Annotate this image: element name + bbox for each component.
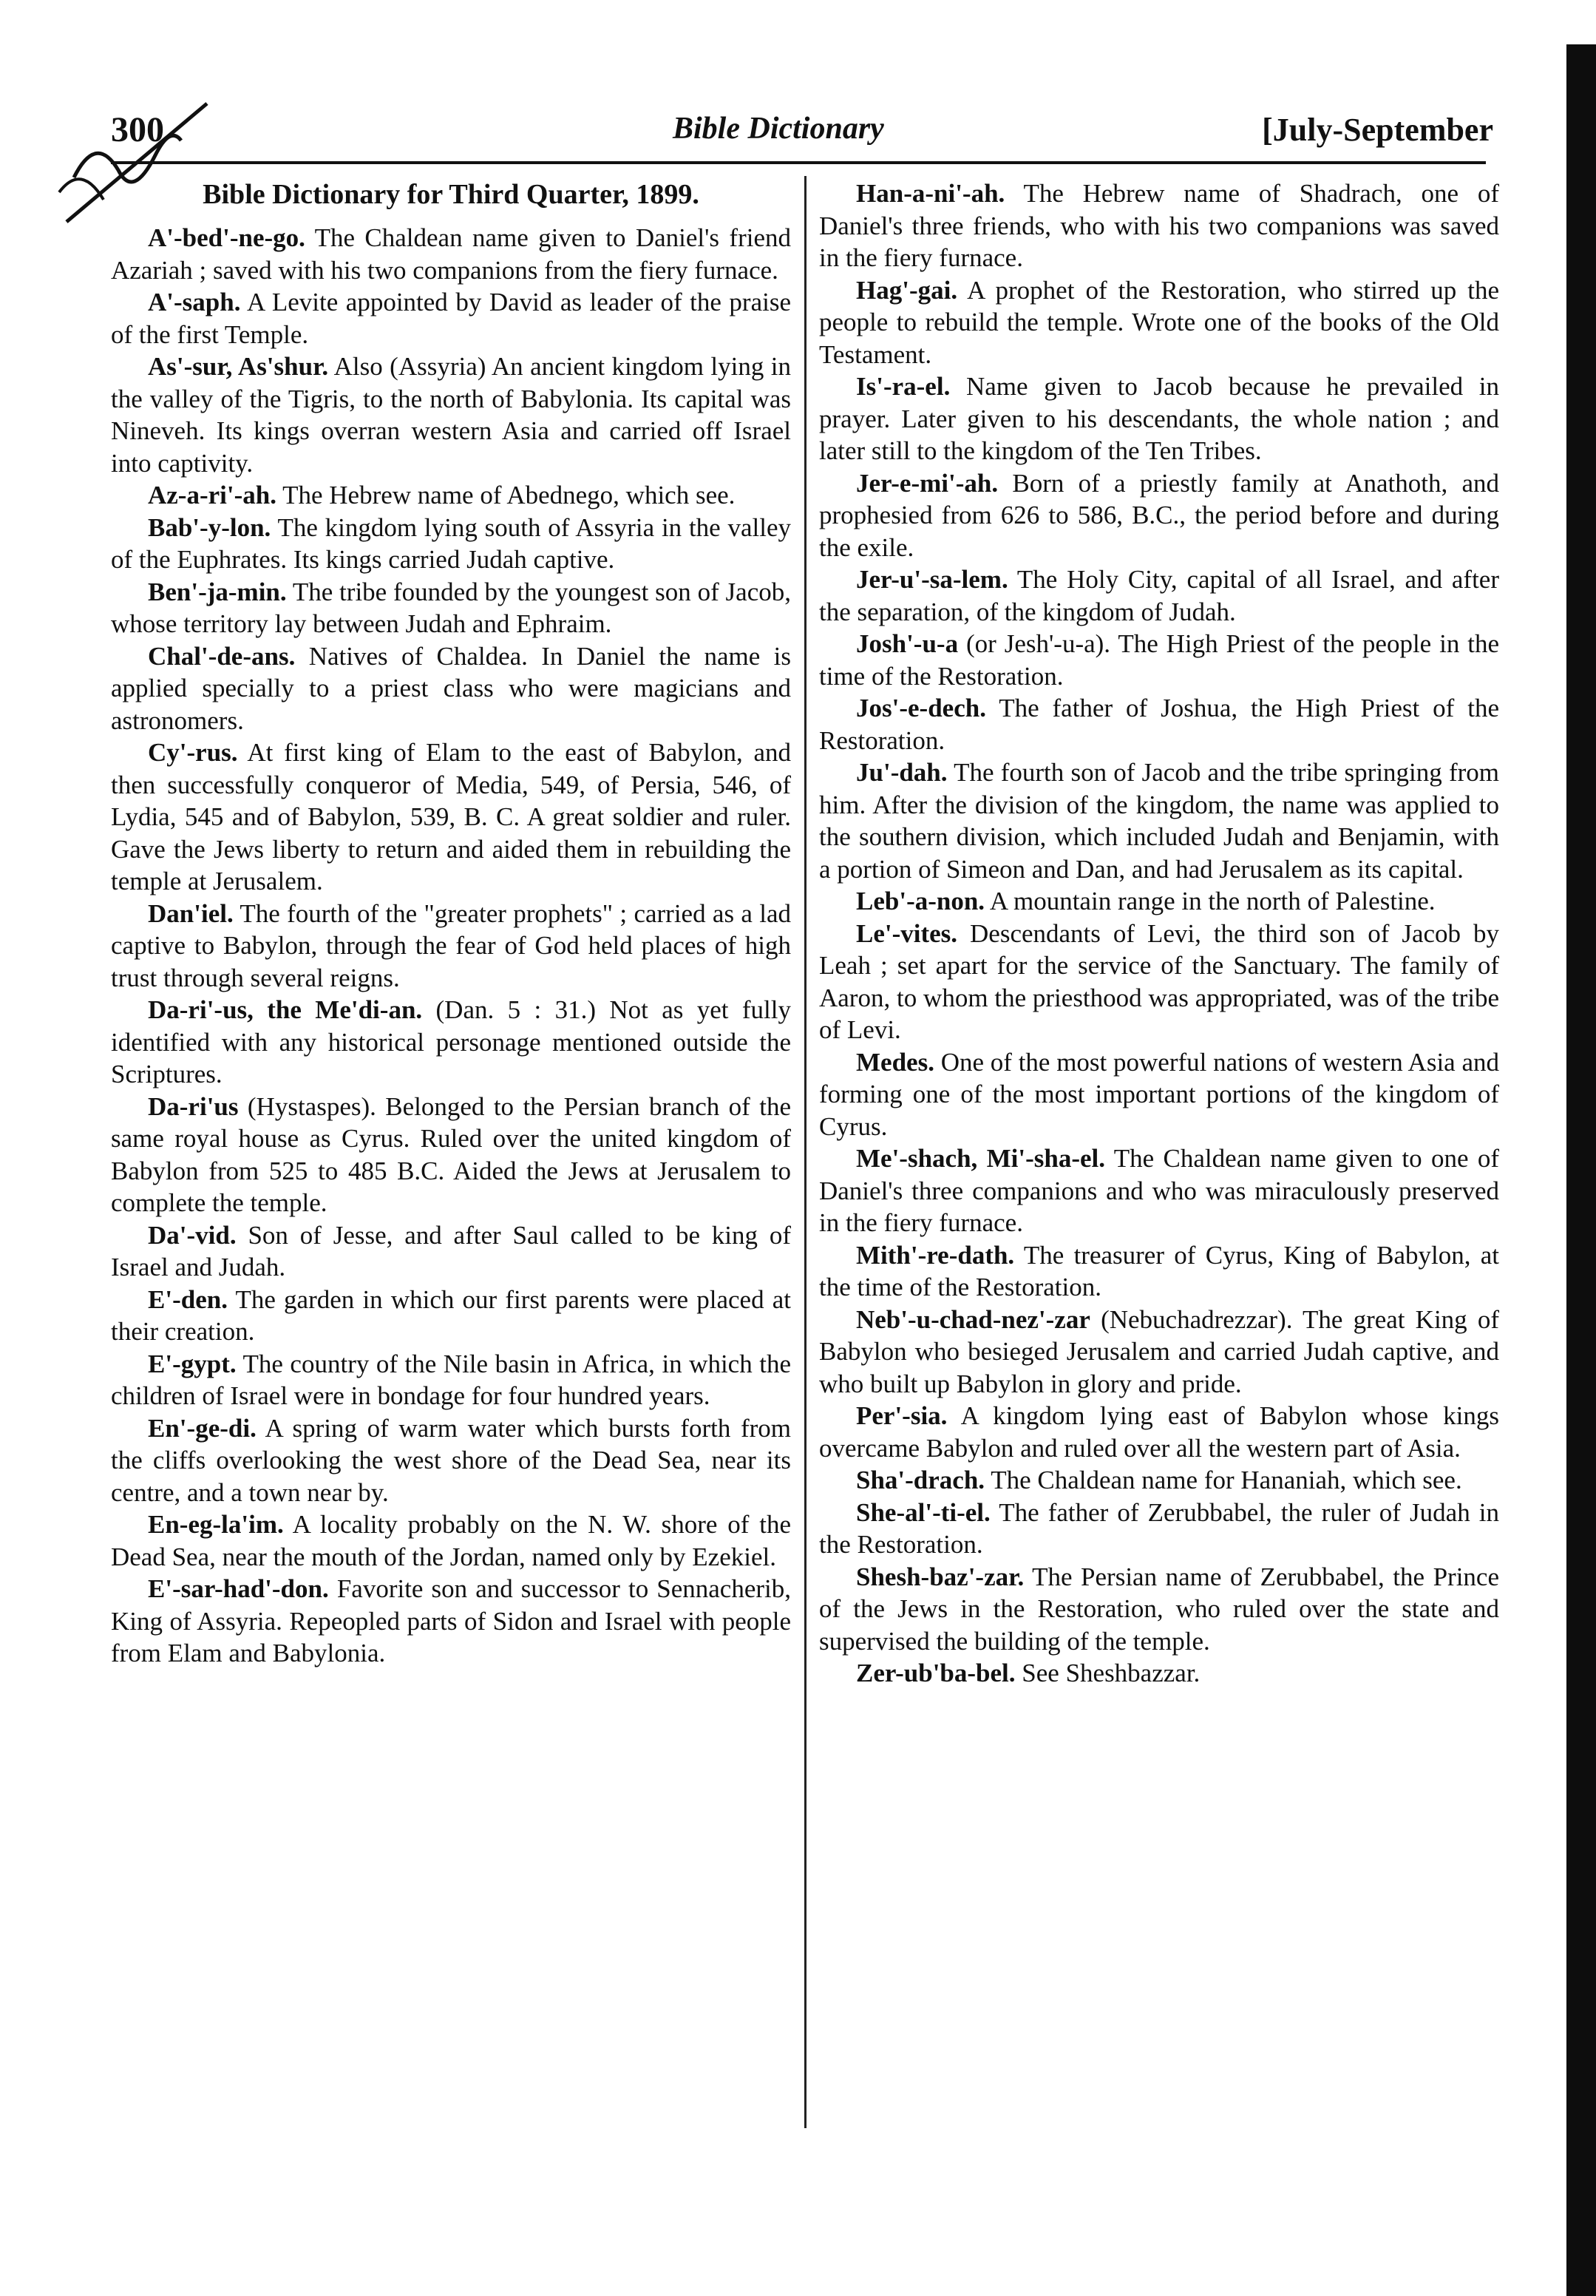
entry-definition: The Persian name of Zerubbabel, the Prince of the Jews in the Restoration, who ruled over the state and supervised the building of the temple. bbox=[819, 1562, 1499, 1656]
header-rule bbox=[111, 161, 1486, 164]
entry-headword: Da-ri'us bbox=[148, 1091, 239, 1121]
entry-definition: The fourth of the "greater prophets" ; carried as a lad captive to Babylon, through the fear of God held places of high trust through several reigns. bbox=[111, 898, 791, 992]
entry-headword: Me'-shach, Mi'-sha-el. bbox=[856, 1144, 1106, 1173]
entry-definition: (Nebuchadrezzar). The great King of Babylon who besieged Jerusalem and carried Judah captive, and who built up Babylon in glory and pride. bbox=[819, 1304, 1500, 1398]
entry-definition: Natives of Chaldea. In Daniel the name is applied specially to a priest class who were magicians and astronomers. bbox=[111, 641, 792, 735]
entry-definition: Born of a priestly family at Anathoth, and prophesied from 626 to 586, B.C., the period before and during the exile. bbox=[819, 468, 1499, 562]
entry-definition: The Hebrew name of Abednego, which see. bbox=[282, 481, 736, 509]
entry-headword: E'-gypt. bbox=[148, 1349, 237, 1378]
dictionary-entry bbox=[819, 692, 1499, 756]
entry-headword: E'-sar-had'-don. bbox=[148, 1574, 329, 1603]
entry-definition: The kingdom lying south of Assyria in the valley of the Euphrates. Its kings carried Judah captive. bbox=[111, 512, 792, 574]
entry-definition: A mountain range in the north of Palestine. bbox=[989, 887, 1436, 915]
dictionary-entry bbox=[819, 1239, 1499, 1304]
entry-headword: A'-saph. bbox=[148, 288, 241, 316]
entry-definition: Son of Jesse, and after Saul called to be king of Israel and Judah. bbox=[111, 1220, 792, 1281]
dictionary-entry bbox=[819, 1657, 1499, 1690]
dictionary-entry bbox=[111, 1219, 791, 1284]
dictionary-entry bbox=[819, 628, 1499, 692]
dictionary-entry bbox=[111, 640, 791, 737]
dictionary-entry bbox=[111, 351, 791, 479]
dictionary-entry bbox=[819, 1497, 1499, 1561]
entry-headword: Cy'-rus. bbox=[148, 738, 238, 767]
dictionary-entry bbox=[111, 576, 791, 640]
entry-definition: The fourth son of Jacob and the tribe springing from him. After the division of the kingdom, the name was applied to the southern division, which included Judah and Benjamin, with a portion of Simeon and Dan, and had Jerusalem as its capital. bbox=[819, 758, 1500, 884]
entry-definition: Also (Assyria) An ancient kingdom lying in the valley of the Tigris, to the north of Babylonia. Its capital was Nineveh. Its kings overran western Asia and carried off Israel into captivity. bbox=[111, 352, 791, 478]
entry-headword: Az-a-ri'-ah. bbox=[148, 481, 276, 509]
entry-definition: The Chaldean name for Hananiah, which see. bbox=[991, 1466, 1462, 1494]
entry-definition: At first king of Elam to the east of Babylon, and then successfully conqueror of Media, 549, of Persia, 546, of Lydia, 545 and of Babylon, 539, B. C. A great soldier and ruler. Gave the Jews liberty to return and aided them in rebuilding the temple at Jerusalem. bbox=[111, 738, 791, 895]
entry-definition: The father of Zerubbabel, the ruler of Judah in the Restoration. bbox=[819, 1497, 1499, 1559]
entry-headword: Sha'-drach. bbox=[856, 1466, 985, 1494]
entry-definition: A Levite appointed by David as leader of the praise of the first Temple. bbox=[111, 288, 791, 349]
entry-headword: Leb'-a-non. bbox=[856, 887, 985, 915]
dictionary-entry bbox=[819, 370, 1499, 467]
dictionary-entry bbox=[111, 1573, 791, 1670]
dictionary-entry bbox=[111, 1348, 791, 1412]
dictionary-entry bbox=[819, 1400, 1499, 1464]
right-column bbox=[819, 177, 1499, 1690]
dictionary-entry bbox=[819, 918, 1499, 1046]
entry-headword: Ben'-ja-min. bbox=[148, 577, 287, 606]
entry-definition: One of the most powerful nations of western Asia and forming one of the most important portions of the kingdom of Cyrus. bbox=[819, 1047, 1499, 1141]
dictionary-entry bbox=[819, 1142, 1499, 1239]
dictionary-entry bbox=[111, 994, 791, 1091]
dictionary-entry bbox=[819, 563, 1499, 628]
page-header bbox=[111, 104, 1493, 155]
entry-headword: Han-a-ni'-ah. bbox=[856, 179, 1005, 208]
entry-definition: The Hebrew name of Shadrach, one of Daniel's three friends, who with his two companions was saved in the fiery furnace. bbox=[819, 179, 1499, 272]
entry-definition: The Holy City, capital of all Israel, and after the separation, of the kingdom of Judah. bbox=[819, 565, 1499, 626]
dictionary-entry bbox=[819, 885, 1499, 918]
entry-headword: Jer-e-mi'-ah. bbox=[856, 468, 999, 498]
entry-headword: Chal'-de-ans. bbox=[148, 641, 296, 671]
entry-definition: The tribe founded by the youngest son of Jacob, whose territory lay between Judah and Ephraim. bbox=[111, 577, 791, 638]
entry-headword: Ju'-dah. bbox=[856, 758, 948, 787]
entry-definition: Favorite son and successor to Sennacherib, King of Assyria. Repeopled parts of Sidon and Israel with people from Elam and Babylonia. bbox=[111, 1574, 792, 1667]
entry-definition: A spring of warm water which bursts forth from the cliffs overlooking the west shore of the Dead Sea, near its centre, and a town near by. bbox=[111, 1413, 792, 1507]
entry-headword: Da'-vid. bbox=[148, 1220, 237, 1250]
dictionary-entry bbox=[111, 736, 791, 898]
entry-headword: Dan'iel. bbox=[148, 898, 234, 928]
scan-edge-shadow bbox=[1566, 44, 1596, 2296]
entry-definition: The Chaldean name given to Daniel's friend Azariah ; saved with his two companions from the fiery furnace. bbox=[111, 223, 791, 285]
entry-headword: As'-sur, As'shur. bbox=[148, 352, 329, 381]
dictionary-entry bbox=[111, 286, 791, 351]
running-title: Bible Dictionary bbox=[673, 112, 884, 146]
dictionary-entry bbox=[819, 1046, 1499, 1143]
dictionary-entry bbox=[819, 1304, 1499, 1401]
entry-definition: (or Jesh'-u-a). The High Priest of the people in the time of the Restoration. bbox=[819, 629, 1499, 691]
entry-headword: Neb'-u-chad-nez'-zar bbox=[856, 1304, 1090, 1334]
entry-headword: Zer-ub'ba-bel. bbox=[856, 1659, 1016, 1687]
dictionary-entry bbox=[111, 222, 791, 286]
left-column bbox=[111, 177, 791, 1670]
dictionary-entry bbox=[111, 1508, 791, 1573]
entry-definition: The father of Joshua, the High Priest of the Restoration. bbox=[819, 694, 1499, 755]
entry-headword: Is'-ra-el. bbox=[856, 372, 951, 401]
entry-headword: E'-den. bbox=[148, 1284, 228, 1314]
entry-headword: Josh'-u-a bbox=[856, 629, 959, 658]
article-heading: Bible Dictionary for Third Quarter, 1899. bbox=[203, 179, 699, 210]
entry-definition: (Dan. 5 : 31.) Not as yet fully identified with any historical personage mentioned outside the Scriptures. bbox=[111, 995, 791, 1088]
entry-headword: A'-bed'-ne-go. bbox=[148, 223, 305, 252]
entry-definition: The Chaldean name given to one of Daniel's three companions and who was miraculously preserved in the fiery furnace. bbox=[819, 1144, 1499, 1237]
entry-headword: Bab'-y-lon. bbox=[148, 512, 271, 542]
entry-headword: Hag'-gai. bbox=[856, 275, 958, 305]
entry-definition: The country of the Nile basin in Africa, in which the children of Israel were in bondage for four hundred years. bbox=[111, 1349, 791, 1410]
entry-definition: See Sheshbazzar. bbox=[1022, 1659, 1201, 1687]
entry-headword: En-eg-la'im. bbox=[148, 1510, 284, 1539]
dictionary-entry bbox=[819, 274, 1499, 371]
dictionary-entry bbox=[819, 467, 1499, 564]
dictionary-entry bbox=[819, 756, 1499, 885]
entry-definition: The treasurer of Cyrus, King of Babylon, at the time of the Restoration. bbox=[819, 1240, 1500, 1301]
dictionary-entry bbox=[111, 1412, 791, 1509]
entry-headword: Da-ri'-us, the Me'di-an. bbox=[148, 995, 423, 1024]
entry-headword: Jos'-e-dech. bbox=[856, 694, 986, 722]
entry-definition: A prophet of the Restoration, who stirred up the people to rebuild the temple. Wrote one of the books of the Old Testament. bbox=[819, 275, 1500, 369]
entry-headword: Jer-u'-sa-lem. bbox=[856, 565, 1008, 594]
dictionary-entry bbox=[819, 1464, 1499, 1497]
page-number: 300 bbox=[111, 110, 164, 149]
entry-definition: (Hystaspes). Belonged to the Persian branch of the same royal house as Cyrus. Ruled over the united kingdom of Babylon from 525 to 485 B.C. Aided the Jews at Jerusalem to complete the temple. bbox=[111, 1091, 791, 1217]
entry-headword: Mith'-re-dath. bbox=[856, 1240, 1015, 1270]
dictionary-entry bbox=[111, 898, 791, 995]
dictionary-entry bbox=[111, 512, 791, 576]
entry-headword: She-al'-ti-el. bbox=[856, 1497, 991, 1527]
entry-definition: A kingdom lying east of Babylon whose kings overcame Babylon and ruled over all the western part of Asia. bbox=[819, 1401, 1499, 1463]
entry-headword: Per'-sia. bbox=[856, 1401, 948, 1430]
entry-definition: The garden in which our first parents were placed at their creation. bbox=[111, 1284, 791, 1346]
entry-headword: Shesh-baz'-zar. bbox=[856, 1562, 1025, 1591]
entry-headword: Medes. bbox=[856, 1047, 934, 1077]
dictionary-entry bbox=[819, 177, 1499, 274]
entry-headword: Le'-vites. bbox=[856, 918, 958, 948]
entry-definition: A locality probably on the N. W. shore of the Dead Sea, near the mouth of the Jordan, named only by Ezekiel. bbox=[111, 1510, 791, 1571]
dictionary-entry bbox=[819, 1561, 1499, 1658]
dictionary-entry bbox=[111, 479, 791, 512]
entry-headword: En'-ge-di. bbox=[148, 1413, 257, 1443]
entry-definition: Name given to Jacob because he prevailed in prayer. Later given to his descendants, the whole nation ; and later still to the kingdom of the Ten Tribes. bbox=[819, 372, 1500, 465]
column-divider bbox=[804, 176, 807, 2128]
dictionary-entry bbox=[111, 1091, 791, 1219]
running-date: [July-September bbox=[1262, 112, 1493, 148]
dictionary-entry bbox=[111, 1284, 791, 1348]
entry-definition: Descendants of Levi, the third son of Jacob by Leah ; set apart for the service of the Sanctuary. The family of Aaron, to whom the priesthood was appropriated, was of the tribe of Levi. bbox=[819, 918, 1499, 1044]
